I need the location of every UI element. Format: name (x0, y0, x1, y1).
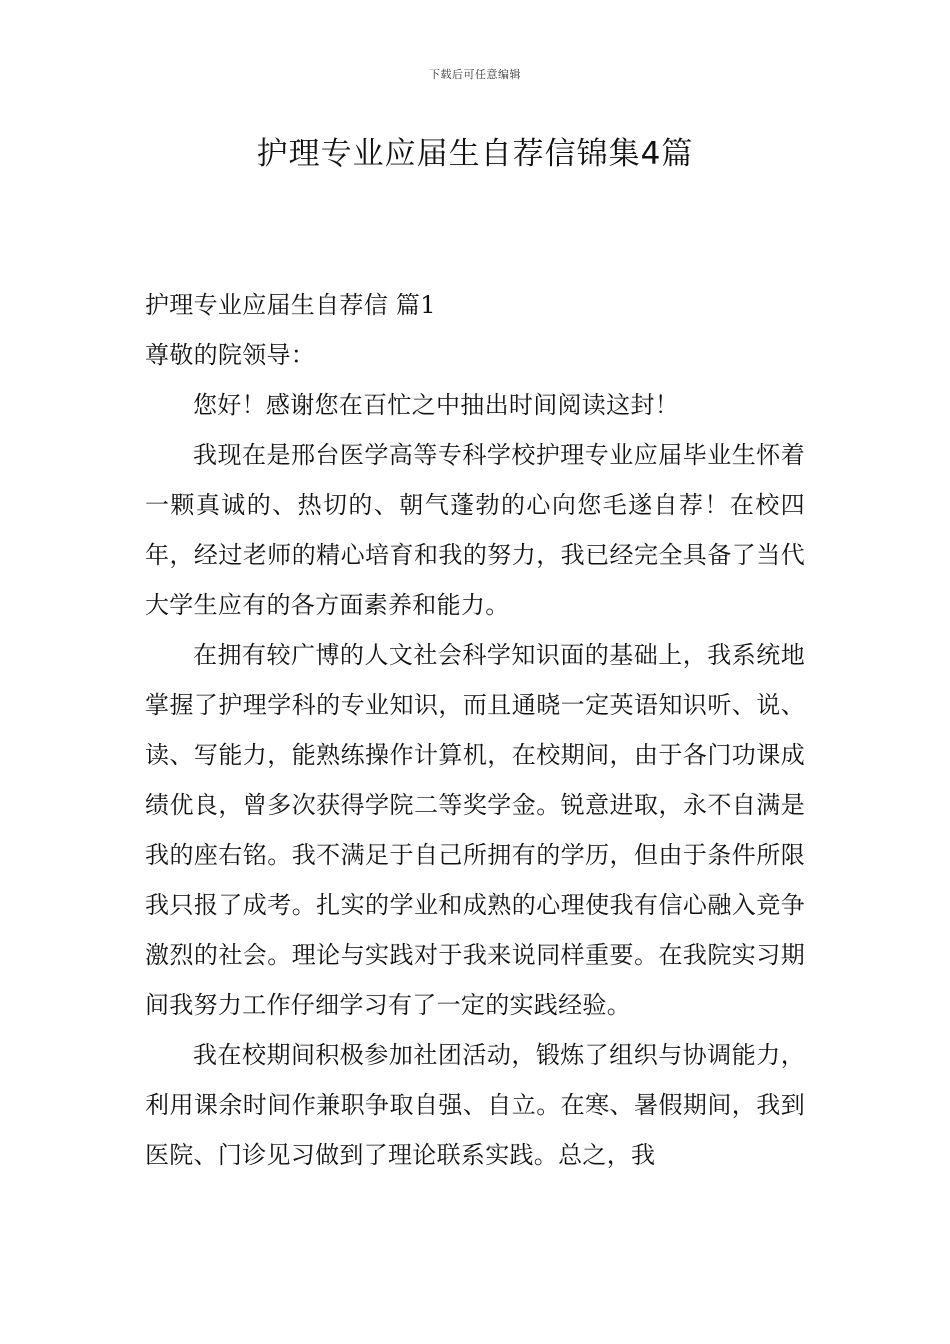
document-title: 护理专业应届生自荐信锦集4篇 (256, 136, 694, 172)
paragraph-greeting: 您好！感谢您在百忙之中抽出时间阅读这封！ (193, 391, 679, 419)
paragraph-introduction: 我现在是邢台医学高等专科学校护理专业应届毕业生怀着一颗真诚的、热切的、朝气蓬勃的心向您毛遂自荐！在校四年，经过老师的精心培育和我的努力，我已经完全具备了当代大学生应有的各方面素养和能力。 (145, 441, 805, 619)
paragraph-knowledge: 在拥有较广博的人文社会科学知识面的基础上，我系统地掌握了护理学科的专业知识，而且通晓一定英语知识听、说、读、写能力，能熟练操作计算机，在校期间，由于各门功课成绩优良，曾多次获得学院二等奖学金。锐意进取，永不自满是我的座右铭。我不满足于自己所拥有的学历，但由于条件所限我只报了成考。扎实的学业和成熟的心理使我有信心融入竞争激烈的社会。理论与实践对于我来说同样重要。在我院实习期间我努力工作仔细学习有了一定的实践经验。 (145, 641, 805, 1019)
download-note: 下载后可任意编辑 (429, 68, 521, 81)
document-body (145, 280, 805, 1180)
section-heading: 护理专业应届生自荐信 篇1 (145, 291, 436, 319)
salutation: 尊敬的院领导： (145, 341, 316, 369)
paragraph-activities: 我在校期间积极参加社团活动，锻炼了组织与协调能力，利用课余时间作兼职争取自强、自立。在寒、暑假期间，我到医院、门诊见习做到了理论联系实践。总之，我 (145, 1041, 805, 1169)
